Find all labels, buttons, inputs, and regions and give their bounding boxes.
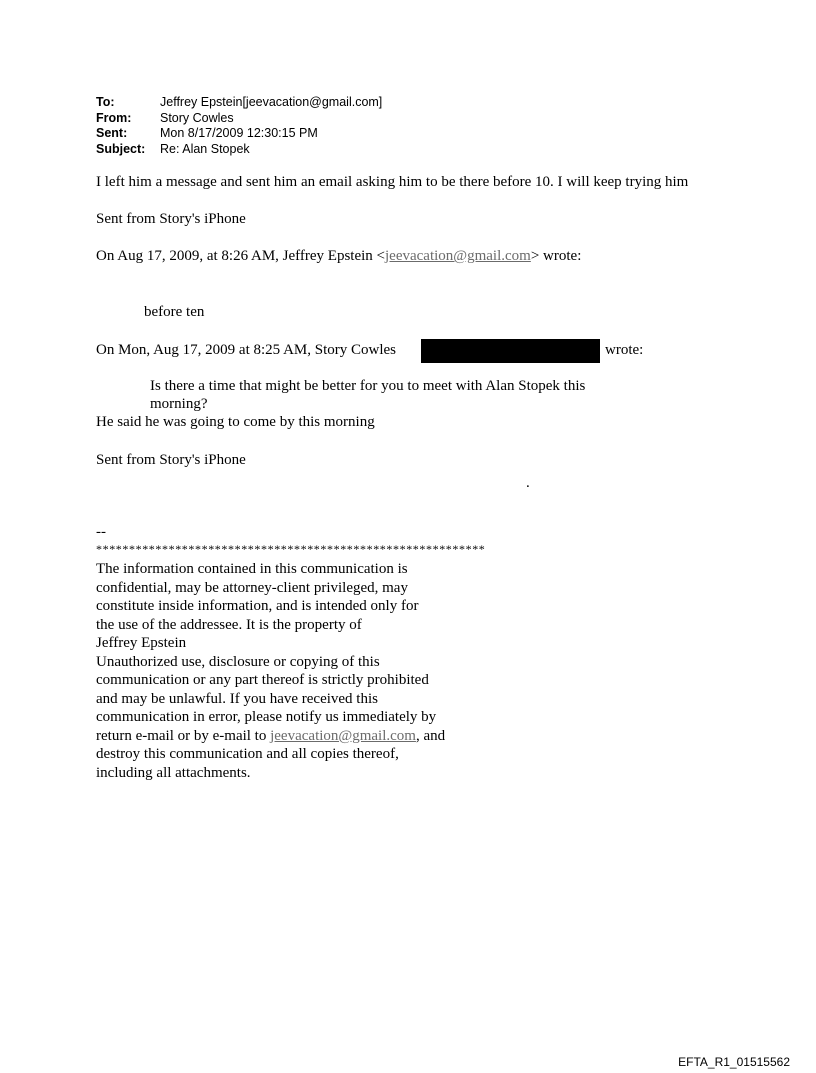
- quote-attribution-2: [96, 341, 396, 360]
- quote-attribution: [96, 247, 581, 266]
- to-row: [96, 95, 382, 111]
- disclaimer-line: [96, 727, 445, 746]
- sent-label: Sent:: [96, 126, 128, 140]
- disclaimer-line: communication in error, please notify us immediately by: [96, 709, 437, 725]
- from-row: [96, 111, 382, 127]
- sent-value: Mon 8/17/2009 12:30:15 PM: [160, 126, 318, 140]
- subject-row: [96, 142, 382, 158]
- disclaimer-email-link[interactable]: jeevacation@gmail.com: [270, 727, 416, 744]
- quoted-statement: He said he was going to come by this morning: [96, 414, 375, 430]
- quoted-reply: before ten: [144, 304, 205, 320]
- disclaimer-line-prefix: return e-mail or by e-mail to: [96, 727, 271, 744]
- quoted-question-line-1: Is there a time that might be better for you to meet with Alan Stopek this: [150, 378, 586, 394]
- disclaimer-line: including all attachments.: [96, 764, 251, 781]
- disclaimer-line: confidential, may be attorney-client privileged, may: [96, 579, 408, 596]
- disclaimer-line: communication or any part thereof is strictly prohibited: [96, 672, 429, 688]
- asterisk-divider: ***********************************************************: [96, 542, 486, 556]
- quote-attribution-2-suffix: wrote:: [605, 342, 644, 358]
- from-label: From:: [96, 110, 132, 125]
- disclaimer-line: Unauthorized use, disclosure or copying of this: [96, 653, 380, 670]
- sent-row: [96, 126, 382, 142]
- confidentiality-disclaimer: [96, 560, 445, 782]
- subject-value: Re: Alan Stopek: [160, 141, 250, 156]
- quote-attribution-prefix: On Aug 17, 2009, at 8:26 AM, Jeffrey Epstein <: [96, 248, 385, 264]
- from-value: Story Cowles: [160, 110, 234, 125]
- subject-label: Subject:: [96, 141, 146, 156]
- signature-line: Sent from Story's iPhone: [96, 211, 246, 227]
- signature-separator: --: [96, 524, 106, 540]
- disclaimer-line-suffix: , and: [415, 727, 446, 744]
- signature-line-2: Sent from Story's iPhone: [96, 452, 246, 468]
- disclaimer-line: The information contained in this communication is: [96, 561, 408, 577]
- disclaimer-line: Jeffrey Epstein: [96, 635, 187, 651]
- quote-attribution-suffix: > wrote:: [530, 248, 582, 264]
- disclaimer-line: constitute inside information, and is intended only for: [96, 598, 419, 614]
- quote-attribution-2-prefix: On Mon, Aug 17, 2009 at 8:25 AM, Story Cowles: [96, 342, 397, 358]
- to-label: To:: [96, 95, 115, 109]
- disclaimer-line: the use of the addressee. It is the property of: [96, 616, 362, 633]
- disclaimer-line: and may be unlawful. If you have received this: [96, 690, 378, 707]
- disclaimer-line: destroy this communication and all copies thereof,: [96, 746, 399, 762]
- email-link[interactable]: jeevacation@gmail.com: [385, 248, 531, 264]
- body-message: I left him a message and sent him an email asking him to be there before 10. I will keep trying him: [96, 174, 689, 190]
- document-id-stamp: EFTA_R1_01515562: [678, 1055, 790, 1069]
- stray-dot: .: [526, 475, 530, 491]
- to-value: Jeffrey Epstein[jeevacation@gmail.com]: [160, 95, 383, 109]
- quoted-question-line-2: morning?: [150, 396, 208, 412]
- email-header: [96, 95, 382, 157]
- redaction-box: [421, 339, 600, 363]
